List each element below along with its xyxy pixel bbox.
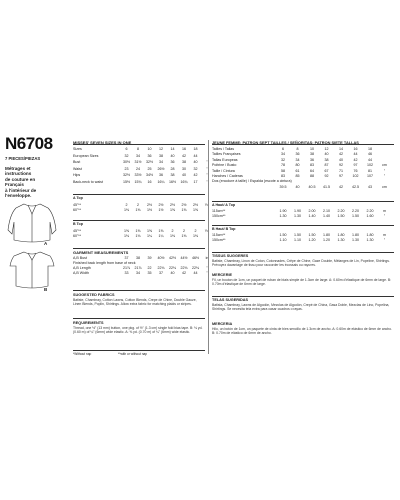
row-label: Poitrine / Busto bbox=[212, 163, 237, 168]
table-cell: 42 bbox=[353, 157, 358, 162]
rule bbox=[73, 220, 205, 221]
table-cell: 37 bbox=[124, 256, 129, 260]
rule bbox=[73, 350, 205, 351]
table-cell: " bbox=[383, 174, 386, 178]
table-cell: 40 bbox=[339, 157, 343, 162]
table-cell: 33½ bbox=[134, 173, 142, 178]
row-label: Dos (encolure à taille) / Espalda (escote a cintura) bbox=[212, 179, 292, 184]
table-cell: 2.20 bbox=[337, 209, 345, 213]
table-cell: 46½ bbox=[192, 256, 199, 260]
table-row bbox=[212, 214, 394, 219]
table-cell: 1.30 bbox=[352, 238, 359, 243]
table-cell: 1⅜ bbox=[170, 234, 175, 239]
table-cell: 1⅝ bbox=[158, 229, 164, 233]
pattern-number: N6708 bbox=[5, 134, 53, 153]
rule bbox=[212, 296, 394, 297]
left-top-b-title: B Top bbox=[73, 222, 83, 226]
row-label: Bust bbox=[73, 160, 81, 165]
table-row bbox=[212, 152, 394, 157]
table-row bbox=[212, 169, 394, 174]
table-cell: 38 bbox=[159, 153, 163, 158]
table-cell: 1⅜ bbox=[135, 208, 141, 213]
table-cell: 36 bbox=[295, 152, 300, 157]
table-cell: 107 bbox=[367, 174, 373, 178]
table-row bbox=[73, 208, 205, 213]
row-label: 150cm** bbox=[212, 214, 226, 219]
mercerie-title: MERCERIE bbox=[212, 273, 233, 277]
table-row bbox=[212, 238, 394, 243]
table-row bbox=[73, 203, 210, 208]
table-cell: 32 bbox=[124, 153, 129, 158]
table-cell: 34 bbox=[281, 152, 285, 157]
tissus-text: Batiste, Chambray, Linon de Coton, Cotonnades, Crêpe de Chine, Gaze Double, Mélanges de Lin, Popeline, Shirtings. Prévoyez davantage de tissu pour raccorder les écossais ou rayures. bbox=[212, 259, 390, 268]
table-cell: 39 bbox=[147, 256, 152, 260]
table-cell: 34 bbox=[295, 157, 300, 162]
table-row bbox=[73, 261, 205, 266]
rule bbox=[212, 201, 394, 202]
table-cell: 32 bbox=[193, 166, 198, 171]
table-cell: 1⅜ bbox=[193, 234, 198, 239]
table-cell: 12 bbox=[324, 147, 329, 151]
table-cell: 1.20 bbox=[308, 238, 316, 243]
row-label: Tallas Europeas bbox=[212, 157, 238, 162]
table-cell: 22⅛ bbox=[169, 266, 176, 270]
table-cell: 16¾ bbox=[180, 180, 188, 184]
table-cell: 87 bbox=[324, 163, 329, 168]
table-cell: 28 bbox=[170, 166, 175, 171]
table-cell: 34 bbox=[136, 271, 140, 275]
table-cell: 81 bbox=[368, 168, 372, 173]
table-cell: 1.50 bbox=[352, 214, 359, 219]
table-cell: 44 bbox=[353, 152, 358, 157]
row-label: Back-neck to waist bbox=[73, 180, 103, 184]
suggested-fabrics-text: Batiste, Chambray, Cotton Lawns, Cotton Blends, Crepe de Chine, Double Gauze, Linen Blends, Poplin, Shirtings. Allow extra fabric for matching plaids or stripes. bbox=[73, 298, 197, 307]
table-row bbox=[73, 271, 208, 276]
column-divider bbox=[208, 140, 209, 354]
garment-illustrations bbox=[6, 200, 58, 292]
view-b-label: B bbox=[44, 287, 48, 292]
requirements-text: Thread, one ½" (13 mm) button, one pkg. of ½" (1.3 cm) single fold bias tape. B: ⅛ yd. (0.60 m) of ¼" (6mm) wide elastic. A: ⅜ yd. (0.70 m) of ¼" (6mm) wide elastic. bbox=[73, 326, 203, 335]
table-cell: 24 bbox=[136, 166, 140, 171]
table-cell: 38 bbox=[182, 160, 186, 165]
table-cell: 64 bbox=[310, 168, 314, 173]
row-label: Waist bbox=[73, 166, 82, 171]
view-a-label: A bbox=[44, 241, 48, 246]
left-table-title: MISSES' SEVEN SIZES IN ONE bbox=[73, 140, 132, 145]
table-cell: 8 bbox=[137, 147, 139, 151]
tissus-title: TISSUS SUGGERES bbox=[212, 254, 249, 258]
table-cell: 44 bbox=[368, 157, 372, 162]
rule bbox=[212, 225, 394, 226]
table-cell: 1.60 bbox=[366, 214, 374, 219]
table-cell: 2 bbox=[194, 229, 197, 233]
table-cell: " bbox=[206, 180, 208, 184]
table-cell: " bbox=[206, 173, 208, 178]
view-b-drawing bbox=[10, 252, 54, 288]
table-cell: 2.20 bbox=[366, 209, 374, 213]
french-note-line: Métrages et bbox=[5, 166, 31, 171]
table-cell: 14 bbox=[170, 147, 175, 151]
table-cell: cm bbox=[382, 184, 387, 189]
table-cell: 102 bbox=[352, 174, 359, 178]
french-note-line: instructions bbox=[5, 171, 32, 177]
row-label: Taille / Cintura bbox=[212, 168, 235, 173]
table-cell: 36 bbox=[159, 173, 163, 178]
table-cell: 38 bbox=[136, 256, 140, 260]
row-label: Finished back length from base of neck bbox=[73, 261, 136, 265]
table-cell: 1.80 bbox=[337, 233, 345, 237]
table-cell: 40½ bbox=[157, 256, 165, 260]
table-row bbox=[212, 209, 394, 214]
table-cell: 1⅝ bbox=[181, 208, 187, 213]
table-cell: 32½ bbox=[146, 160, 153, 165]
right-size-table bbox=[212, 147, 394, 193]
table-cell: 44 bbox=[193, 271, 198, 275]
table-cell: 1⅜ bbox=[181, 234, 187, 239]
table-cell: 1.30 bbox=[337, 238, 345, 243]
table-cell: 1.30 bbox=[279, 214, 287, 219]
table-cell: 1.30 bbox=[366, 238, 374, 243]
table-cell: 16½ bbox=[169, 180, 176, 184]
rule bbox=[212, 252, 394, 253]
row-label: A,B Length bbox=[73, 266, 91, 270]
table-row bbox=[212, 147, 394, 152]
right-table-title: JEUNE FEMME: PATRON SEPT TAILLES / SEÑORITAS: PATRON SIETE TALLAS bbox=[212, 140, 359, 145]
table-cell: 67 bbox=[324, 168, 329, 173]
rule bbox=[73, 318, 205, 319]
table-cell: 42.5 bbox=[352, 184, 359, 189]
table-cell: 1.80 bbox=[352, 233, 359, 237]
table-cell: 71 bbox=[339, 168, 343, 173]
table-row bbox=[73, 173, 208, 178]
french-note-line: à l'intérieur de bbox=[5, 187, 37, 193]
table-cell: 34 bbox=[159, 160, 163, 165]
table-cell: m bbox=[383, 233, 386, 237]
table-cell: cm bbox=[382, 163, 387, 168]
table-cell: " bbox=[383, 214, 386, 219]
table-cell: 40 bbox=[182, 173, 186, 178]
requirements-title: REQUIREMENTS bbox=[73, 321, 104, 325]
table-cell: 1.50 bbox=[337, 214, 345, 219]
row-label: Hanches / Caderas bbox=[212, 174, 243, 178]
table-cell: 44 bbox=[193, 153, 198, 158]
table-row bbox=[73, 166, 208, 172]
table-cell: 1.90 bbox=[279, 209, 287, 213]
right-top-b-table bbox=[212, 233, 394, 245]
table-cell: 36 bbox=[147, 153, 152, 158]
table-cell: 38 bbox=[324, 157, 329, 162]
row-label: 60"** bbox=[73, 234, 82, 239]
table-cell: 1.10 bbox=[279, 238, 287, 243]
table-cell: 76 bbox=[353, 168, 358, 173]
table-cell: 61 bbox=[295, 168, 300, 173]
table-cell: 31½ bbox=[134, 160, 142, 165]
table-cell: 1⅝ bbox=[193, 208, 198, 213]
table-cell: Yd bbox=[204, 229, 210, 233]
table-cell: 92 bbox=[324, 174, 329, 178]
row-label: Hips bbox=[73, 173, 81, 178]
table-cell: 42 bbox=[182, 271, 186, 275]
table-cell: 42 bbox=[339, 184, 343, 189]
table-cell: 2½ bbox=[158, 203, 164, 207]
table-cell: 30½ bbox=[123, 160, 130, 165]
table-cell: 78 bbox=[281, 163, 285, 168]
table-cell: 36 bbox=[310, 157, 314, 162]
table-cell: 1⅛ bbox=[124, 234, 129, 239]
table-cell: 40 bbox=[324, 152, 329, 157]
table-cell: 2½ bbox=[170, 203, 175, 207]
table-row bbox=[73, 154, 205, 159]
table-cell: 16¼ bbox=[157, 180, 165, 184]
table-cell: 2.00 bbox=[308, 209, 316, 213]
table-cell: 40 bbox=[295, 184, 300, 189]
table-row bbox=[73, 256, 209, 261]
row-label: 150cm** bbox=[212, 238, 226, 243]
table-cell: 33 bbox=[124, 271, 129, 275]
table-cell: in bbox=[205, 256, 209, 260]
table-cell: 15½ bbox=[123, 180, 130, 184]
table-cell: 12 bbox=[159, 147, 163, 151]
table-cell: " bbox=[383, 168, 386, 173]
table-cell: 15¾ bbox=[134, 180, 142, 184]
table-row bbox=[73, 266, 208, 271]
table-cell: 35 bbox=[147, 271, 152, 275]
table-cell: 34½ bbox=[146, 173, 153, 178]
table-cell: 92 bbox=[339, 163, 343, 168]
table-cell: 2½ bbox=[181, 203, 187, 207]
table-cell: 1.80 bbox=[366, 233, 374, 237]
rule bbox=[73, 248, 205, 249]
table-row bbox=[73, 147, 205, 152]
table-cell: 1½ bbox=[158, 208, 164, 213]
table-cell: " bbox=[206, 266, 208, 270]
table-cell: 21⅞ bbox=[134, 266, 142, 270]
table-row bbox=[212, 233, 394, 238]
table-cell: 1⅝ bbox=[135, 229, 141, 233]
table-cell: 58 bbox=[281, 168, 285, 173]
table-cell: 44½ bbox=[180, 256, 188, 260]
row-label: 60"** bbox=[73, 208, 82, 213]
table-cell: 40 bbox=[193, 160, 198, 165]
table-cell: 8 bbox=[296, 147, 299, 151]
table-row bbox=[73, 160, 208, 165]
table-cell: 22⅛ bbox=[180, 266, 188, 270]
telas-title: TELAS SUGERIDAS bbox=[212, 298, 249, 302]
table-cell: 1⅝ bbox=[124, 229, 129, 233]
table-cell: 1⅜ bbox=[124, 208, 129, 213]
table-cell: 2 bbox=[183, 229, 185, 233]
view-a-drawing bbox=[8, 204, 56, 242]
table-cell: 22⅛ bbox=[192, 266, 199, 270]
table-cell: 18 bbox=[193, 147, 198, 151]
table-cell: 16 bbox=[147, 180, 152, 184]
row-label: 115cm** bbox=[212, 209, 226, 213]
table-cell: 85 bbox=[295, 174, 300, 178]
row-label: Tailles Françaises bbox=[212, 152, 241, 157]
garment-measurements-title: GARMENT MEASUREMENTS bbox=[73, 250, 129, 255]
table-cell: 22 bbox=[147, 266, 152, 270]
row-label: 115cm** bbox=[212, 233, 226, 237]
rule bbox=[73, 290, 205, 291]
garment-measurements-table bbox=[73, 256, 209, 276]
table-cell: 16 bbox=[353, 147, 358, 151]
table-cell: 1.50 bbox=[294, 233, 301, 237]
table-cell: 1.30 bbox=[294, 214, 301, 219]
table-cell: m bbox=[383, 209, 386, 213]
table-row bbox=[73, 229, 210, 234]
left-size-table bbox=[73, 147, 208, 187]
mercerie-text: Fil, un bouton de 1cm, un paquet de ruban de biais simple de 1.3cm de large. A: 0.60m d'élastique de 6mm de large. B: 0.70m d'élastique de 6mm de large. bbox=[212, 278, 392, 287]
footnote-with-or-without-nap: **with or without nap bbox=[118, 352, 148, 356]
table-cell: 6 bbox=[125, 147, 128, 151]
table-cell: 83 bbox=[310, 163, 314, 168]
french-instructions-note bbox=[5, 166, 36, 198]
left-top-a-table bbox=[73, 203, 210, 215]
table-cell: 1.40 bbox=[308, 214, 316, 219]
table-cell: 25 bbox=[147, 166, 152, 171]
table-cell: 41.5 bbox=[323, 184, 330, 189]
table-cell: 23 bbox=[124, 166, 129, 171]
table-cell: 42½ bbox=[169, 256, 176, 260]
table-cell: 2 bbox=[171, 229, 174, 233]
table-cell: 46 bbox=[368, 152, 372, 157]
table-cell: 2.20 bbox=[352, 209, 359, 213]
french-note-line: Français bbox=[5, 182, 24, 188]
table-cell: 34 bbox=[136, 153, 140, 158]
table-cell: " bbox=[383, 238, 386, 243]
table-cell: 32 bbox=[281, 157, 285, 162]
row-label: A,B Bust bbox=[73, 256, 87, 260]
table-cell: 2.10 bbox=[323, 209, 330, 213]
rule bbox=[73, 194, 205, 195]
left-top-a-title: A Top bbox=[73, 196, 83, 200]
right-top-a-table bbox=[212, 209, 394, 221]
table-row bbox=[212, 174, 394, 179]
merceria-title: MERCERIA bbox=[212, 322, 233, 326]
table-cell: 37 bbox=[159, 271, 163, 275]
table-row bbox=[212, 163, 394, 168]
table-cell: 17 bbox=[193, 180, 198, 184]
table-cell: 1.90 bbox=[294, 209, 301, 213]
table-cell: 1.80 bbox=[323, 233, 330, 237]
table-cell: 1⅝ bbox=[147, 229, 152, 233]
row-label: 45"** bbox=[73, 229, 82, 233]
table-cell: " bbox=[206, 160, 208, 165]
table-cell: 10 bbox=[147, 147, 152, 151]
table-cell: 97 bbox=[339, 174, 343, 178]
pieces-count: 7 PIECES/PIEZAS bbox=[5, 156, 41, 161]
table-cell: 1⅝ bbox=[170, 208, 175, 213]
french-note-line: l'enveloppe. bbox=[5, 193, 32, 199]
table-cell: 1⅛ bbox=[135, 234, 141, 239]
table-cell: 38 bbox=[170, 173, 175, 178]
table-cell: 22⅛ bbox=[157, 266, 165, 270]
table-cell: 14 bbox=[339, 147, 343, 151]
table-cell: 1.20 bbox=[323, 238, 330, 243]
table-cell: 38 bbox=[310, 152, 314, 157]
table-cell: 2 bbox=[137, 203, 139, 207]
table-cell: 1¼ bbox=[158, 234, 164, 239]
merceria-text: Hilo, un botón de 1cm, un paquete de cinta de bies sencillo de 1.3cm de ancho. A: 0.60m de elástico de 6mm de ancho. B: 0.70m de elástico de 6mm de ancho. bbox=[212, 327, 393, 336]
table-cell: 36 bbox=[170, 160, 175, 165]
telas-text: Batista, Chambray, Lawns de Algodón, Mezclas de Algodón, Crepé de China, Gasa Doble, Mezclas de Lino, Popelina, Shirtings. Se necesita tela extra para casar cuadros o rayas. bbox=[212, 303, 390, 312]
table-cell: 1½ bbox=[147, 208, 152, 213]
table-cell: 16 bbox=[182, 147, 186, 151]
table-row bbox=[212, 185, 394, 190]
row-label: European Sizes bbox=[73, 153, 99, 158]
table-cell: 6 bbox=[282, 147, 284, 151]
table-cell: 26½ bbox=[157, 166, 165, 171]
table-cell: " bbox=[206, 271, 208, 275]
table-cell: 18 bbox=[368, 147, 372, 151]
table-cell: 43 bbox=[368, 184, 372, 189]
table-cell: 30 bbox=[182, 166, 186, 171]
table-cell: 83 bbox=[281, 174, 285, 178]
table-cell: 10 bbox=[310, 147, 314, 151]
table-cell: 88 bbox=[310, 174, 314, 178]
table-cell: " bbox=[206, 166, 208, 171]
table-cell: 102 bbox=[367, 163, 373, 168]
table-row bbox=[212, 179, 394, 184]
left-top-b-table bbox=[73, 229, 210, 241]
table-row bbox=[73, 180, 208, 185]
table-cell: 2½ bbox=[193, 203, 198, 207]
table-cell: 42 bbox=[193, 173, 198, 178]
table-cell: 21⅞ bbox=[123, 266, 130, 270]
row-label: A,B Width bbox=[73, 271, 89, 275]
right-top-a-title: A Haut/ A Top bbox=[212, 203, 236, 207]
table-cell: 80 bbox=[295, 163, 300, 168]
table-cell: 42 bbox=[182, 153, 186, 158]
table-cell: 1.10 bbox=[294, 238, 301, 243]
table-cell: 2½ bbox=[147, 203, 152, 207]
table-row bbox=[212, 158, 394, 163]
table-cell: 32½ bbox=[123, 173, 130, 178]
table-cell: 2 bbox=[125, 203, 128, 207]
footnote-without-nap: *Without nap bbox=[73, 352, 92, 356]
table-cell: Yd bbox=[204, 203, 210, 207]
row-label: 45"** bbox=[73, 203, 82, 207]
table-cell: 97 bbox=[353, 163, 358, 168]
table-cell: 40 bbox=[170, 271, 175, 275]
table-cell: 42 bbox=[339, 152, 343, 157]
table-cell: 1.50 bbox=[279, 233, 287, 237]
row-label: Tailles / Tallas bbox=[212, 147, 235, 151]
table-cell: 1¼ bbox=[147, 234, 152, 239]
table-cell: 40.5 bbox=[308, 184, 316, 189]
table-cell: 1.50 bbox=[308, 233, 316, 237]
table-row bbox=[73, 234, 205, 239]
row-label: Sizes bbox=[73, 147, 82, 151]
table-cell: 40 bbox=[170, 153, 175, 158]
french-note-line: de couture en bbox=[5, 176, 36, 182]
right-top-b-title: B Haut/ B Top bbox=[212, 227, 236, 231]
table-cell: 39.5 bbox=[279, 184, 287, 189]
suggested-fabrics-title: SUGGESTED FABRICS bbox=[73, 293, 115, 297]
table-cell: 1.40 bbox=[323, 214, 330, 219]
